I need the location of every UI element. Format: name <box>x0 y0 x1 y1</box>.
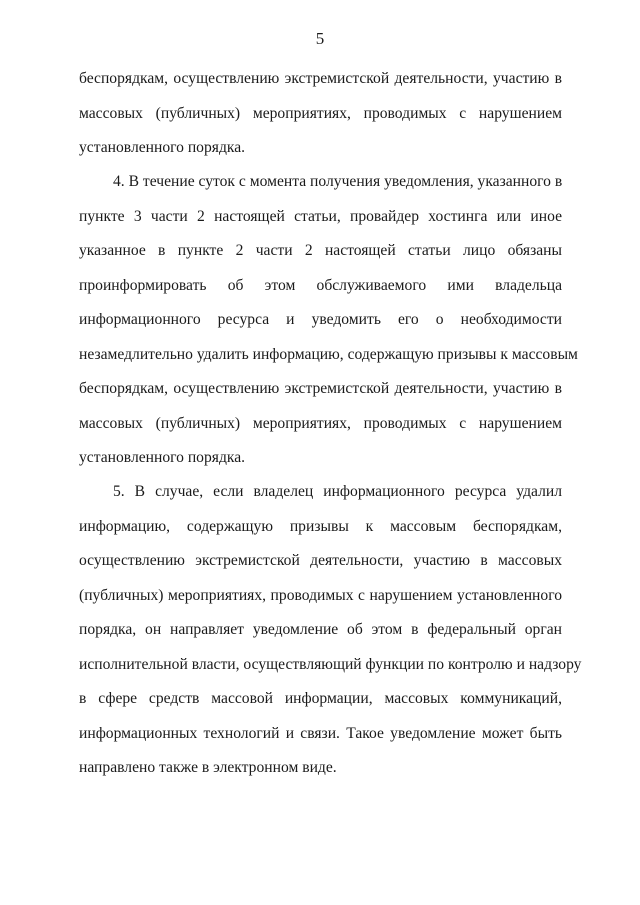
text-line: 4. В течение суток с момента получения уведомления, указанного в <box>113 173 563 190</box>
text-line: осуществлению экстремистской деятельности, участию в массовых <box>79 552 562 569</box>
text-line: проинформировать об этом обслуживаемого ими владельца <box>79 276 562 294</box>
text-line: беспорядкам, осуществлению экстремистской деятельности, участию в <box>79 70 562 87</box>
text-line: 5. В случае, если владелец информационного ресурса удалил <box>113 483 562 500</box>
text-line: установленного порядка. <box>79 139 246 156</box>
text-line: массовых (публичных) мероприятиях, проводимых с нарушением <box>79 104 562 122</box>
text-line: (публичных) мероприятиях, проводимых с нарушением установленного <box>79 586 562 604</box>
paragraph-item-4 <box>79 165 578 476</box>
text-line: незамедлительно удалить информацию, содержащую призывы к массовым <box>79 345 578 363</box>
text-line: указанное в пункте 2 части 2 настоящей статьи лицо обязаны <box>79 242 562 259</box>
text-line: информацию, содержащую призывы к массовым беспорядкам, <box>79 517 562 535</box>
paragraph-continuation <box>79 62 562 166</box>
text-line: информационных технологий и связи. Такое уведомление может быть <box>79 724 562 742</box>
text-line: установленного порядка. <box>79 449 246 466</box>
text-line: порядка, он направляет уведомление об этом в федеральный орган <box>79 621 562 638</box>
page-number: 5 <box>315 29 325 48</box>
text-line: исполнительной власти, осуществляющий функции по контролю и надзору <box>79 655 582 673</box>
text-line: пункте 3 части 2 настоящей статьи, провайдер хостинга или иное <box>79 207 562 225</box>
paragraph-item-5 <box>79 475 582 786</box>
text-line: направлено также в электронном виде. <box>79 759 337 776</box>
text-line: беспорядкам, осуществлению экстремистской деятельности, участию в <box>79 380 562 397</box>
text-line: массовых (публичных) мероприятиях, проводимых с нарушением <box>79 414 562 432</box>
text-line: в сфере средств массовой информации, массовых коммуникаций, <box>79 690 562 707</box>
text-line: информационного ресурса и уведомить его о необходимости <box>79 311 562 328</box>
